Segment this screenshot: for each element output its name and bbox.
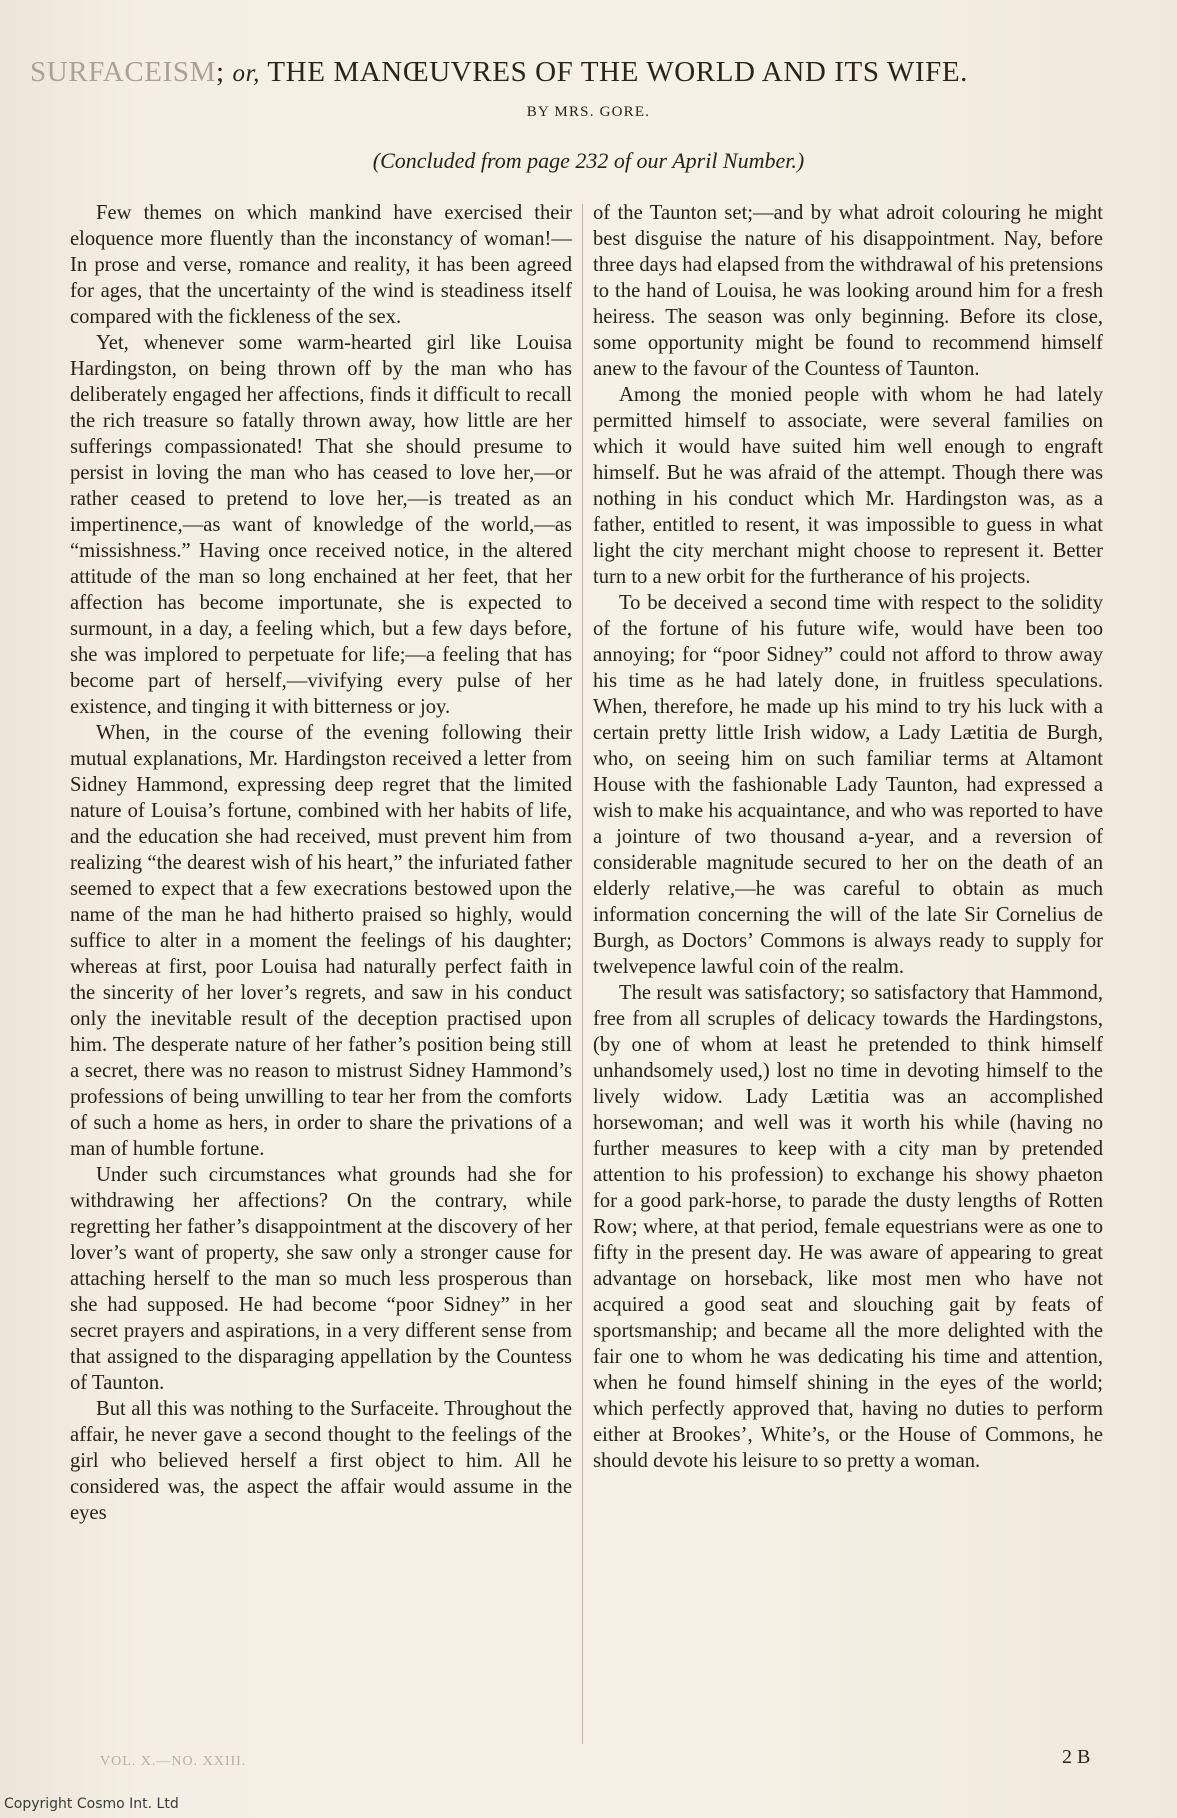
paragraph: When, in the course of the evening following their mutual explanations, Mr. Hardingston received a letter from Sidney Hammond, expressing deep regret that the limited nature of Louisa’s fortune, combined with her habits of life, and the education she had received, must prevent him from realizing “the dearest wish of his heart,” the infuriated father seemed to expect that a few execrations bestowed upon the name of the man he had hitherto praised so highly, would suffice to alter in a moment the feelings of his daughter; whereas at first, poor Louisa had naturally perfect faith in the sincerity of her lover’s regrets, and saw in his conduct only the inevitable result of the deception practised upon him. The desperate nature of her father’s position being still a secret, there was no reason to mistrust Sidney Hammond’s professions of being unwilling to tear her from the comforts of such a home as hers, in order to share the privations of a man of humble fortune. [70, 722, 572, 1160]
title-separator: ; [215, 56, 225, 88]
volume-signature: VOL. X.—NO. XXIII. [100, 1754, 247, 1769]
title-word-surfaceism: SURFACEISM [30, 56, 216, 88]
paragraph: To be deceived a second time with respect to the solidity of the fortune of his future wife, would have been too annoying; for “poor Sidney” could not afford to throw away his time as he had lately done, in fruitless speculations. When, therefore, he made up his mind to try his luck with a certain pretty little Irish widow, a Lady Lætitia de Burgh, who, on seeing him on such familiar terms at Altamont House with the fashionable Lady Taunton, had expressed a wish to make his acquaintance, and who was reported to have a jointure of two thousand a-year, and a reversion of considerable magnitude secured to her on the death of an elderly relative,—he was careful to obtain as much information concerning the will of the late Sir Cornelius de Burgh, as Doctors’ Commons is always ready to supply for twelvepence lawful coin of the realm. [593, 592, 1103, 978]
paragraph: The result was satisfactory; so satisfactory that Hammond, free from all scruples of delicacy towards the Hardingstons, (by one of whom at least he pretended to think himself unhandsomely used,) lost no time in devoting himself to the lively widow. Lady Lætitia was an accomplished horsewoman; and well was it worth his while (having no further measures to keep with a city man by pretended attention to his profession) to exchange his showy phaeton for a good park-horse, to parade the dusty lengths of Rotten Row; where, at that period, female equestrians were as one to fifty in the present day. He was aware of appearing to great advantage on horseback, like most men who have not acquired a good seat and slouching gait by feats of sportsmanship; and became all the more delighted with the fair one to whom he was dedicating his time and attention, when he found himself shining in the eyes of the world; which perfectly approved that, having no duties to perform either at Brookes’, White’s, or the House of Commons, he should devote his leisure to so pretty a woman. [593, 982, 1103, 1472]
continuation-note: (Concluded from page 232 of our April Number.) [372, 148, 805, 173]
paragraph: Under such circumstances what grounds had she for withdrawing her affections? On the contrary, while regretting her father’s disappointment at the discovery of her lover’s want of property, she saw only a stronger cause for attaching herself to the man so much less prosperous than she had supposed. He had become “poor Sidney” in her secret prayers and aspirations, in a very different sense from that assigned to the disparaging appellation by the Countess of Taunton. [70, 1164, 572, 1394]
column-divider [582, 204, 583, 1744]
article-title [30, 56, 1140, 89]
paragraph: Few themes on which mankind have exercised their eloquence more fluently than the inconstancy of woman!—In prose and verse, romance and reality, it has been agreed for ages, that the uncertainty of the wind is steadiness itself compared with the fickleness of the sex. [70, 202, 572, 328]
paragraph: Among the monied people with whom he had lately permitted himself to associate, were several families on which it would have suited him well enough to engraft himself. But he was afraid of the attempt. Though there was nothing in his conduct which Mr. Hardingston was, as a father, entitled to resent, it was impossible to guess in what light the city merchant might choose to represent it. Better turn to a new orbit for the furtherance of his projects. [593, 384, 1103, 588]
paragraph: But all this was nothing to the Surfaceite. Throughout the affair, he never gave a second thought to the feelings of the girl who believed herself a first object to him. All he considered was, the aspect the affair would assume in the eyes [70, 1398, 572, 1524]
author-byline: BY MRS. GORE. [526, 104, 651, 120]
paragraph: of the Taunton set;—and by what adroit colouring he might best disguise the nature of his disappointment. Nay, before three days had elapsed from the withdrawal of his pretensions to the hand of Louisa, he was looking around him for a fresh heiress. The season was only beginning. Before its close, some opportunity might be found to recommend himself anew to the favour of the Countess of Taunton. [593, 202, 1103, 380]
copyright-strip: Copyright Cosmo Int. Ltd [4, 1796, 179, 1812]
sheet-mark: 2 B [1062, 1746, 1091, 1768]
title-main: THE MANŒUVRES OF THE WORLD AND ITS WIFE. [267, 56, 969, 88]
paragraph: Yet, whenever some warm-hearted girl like Louisa Hardingston, on being thrown off by the man who has deliberately engaged her affections, finds it difficult to recall the rich treasure so fatally thrown away, how little are her sufferings compassionated! That she should presume to persist in loving the man who has ceased to love her,—or rather ceased to pretend to love her,—is treated as an impertinence,—as want of knowledge of the world,—as “missishness.” Having once received notice, in the altered attitude of the man so long enchained at her feet, that her affection has become importunate, she is expected to surmount, in a day, a feeling which, but a few days before, she was implored to perpetuate for life;—a feeling that has become part of herself,—vivifying every pulse of her existence, and tinging it with bitterness or joy. [70, 332, 572, 718]
right-column [593, 200, 1103, 1474]
title-or: or, [232, 60, 261, 87]
left-column [70, 200, 572, 1526]
